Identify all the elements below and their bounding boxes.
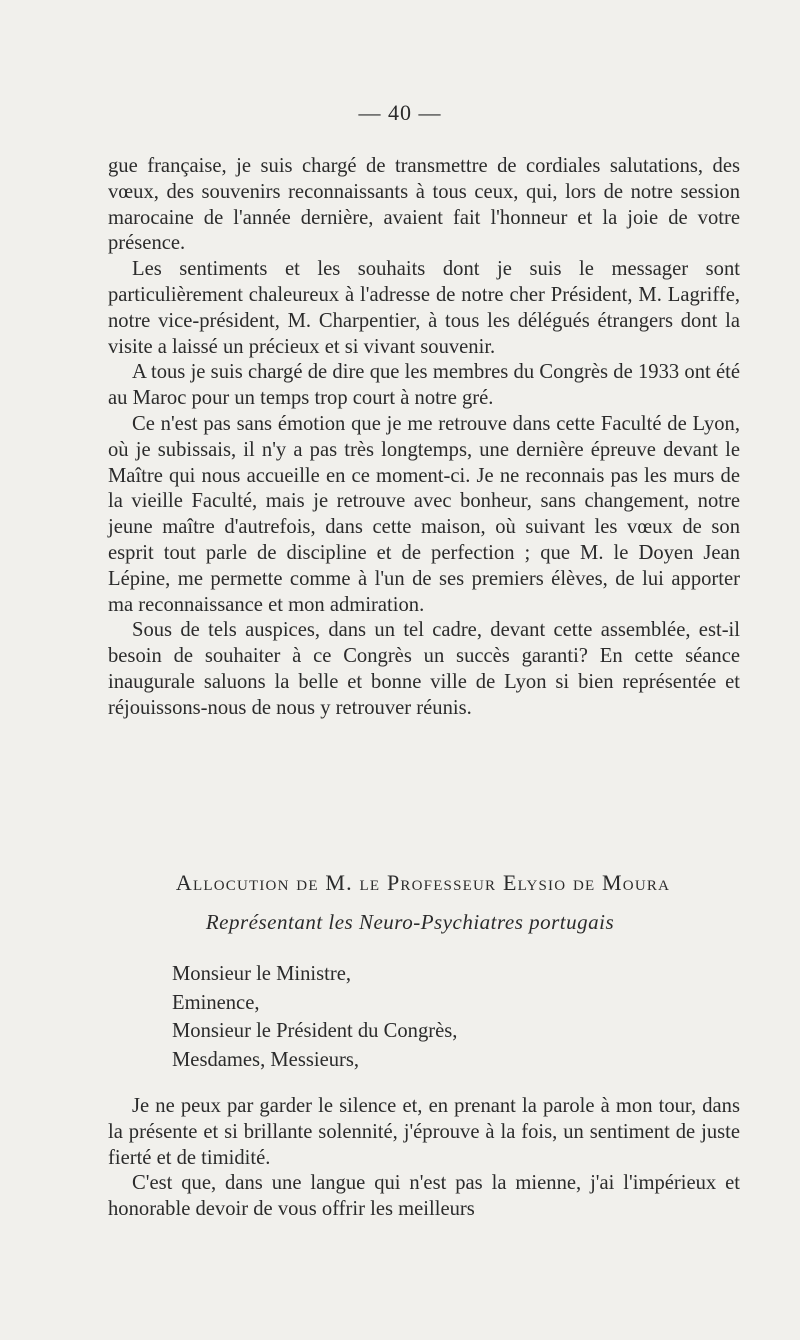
paragraph: A tous je suis chargé de dire que les membres du Congrès de 1933 ont été au Maroc pour un temps trop court à notre gré. xyxy=(108,361,740,410)
section-heading: Allocution de M. le Professeur Elysio de Moura xyxy=(175,870,671,895)
salutation-line: Mesdames, Messieurs, xyxy=(172,1048,360,1071)
paragraph: Je ne peux par garder le silence et, en prenant la parole à mon tour, dans la présente et si brillante solennité, j'éprouve à la fois, un sentiment de juste fierté et de timidité. xyxy=(108,1095,740,1169)
salutation-line: Monsieur le Ministre, xyxy=(172,963,352,985)
paragraph: C'est que, dans une langue qui n'est pas la mienne, j'ai l'impérieux et honorable devoir de vous offrir les meilleurs xyxy=(108,1172,740,1221)
salutation-line: Monsieur le Président du Congrès, xyxy=(172,1020,458,1042)
section-subheading: Représentant les Neuro-Psychiatres portugais xyxy=(205,910,615,934)
paragraph: gue française, je suis chargé de transmettre de cordiales salutations, des vœux, des souvenirs reconnaissants à tous ceux, qui, lors de notre session marocaine de l'année dernière, avaient fait l'honneur et la joie de votre présence. xyxy=(108,155,740,255)
continuation-text xyxy=(108,154,740,722)
salutation-line: Eminence, xyxy=(172,991,260,1014)
paragraph: Ce n'est pas sans émotion que je me retrouve dans cette Faculté de Lyon, où je subissais, il n'y a pas très longtemps, une dernière épreuve devant le Maître qui nous accueille en ce moment-ci. Je ne reconnais pas les murs de la vieille Faculté, mais je retrouve avec bonheur, sans changement, notre jeune maître d'autrefois, dans cette maison, où suivant les vœux de son esprit tout parle de discipline et de perfection ; que M. le Doyen Jean Lépine, me permette comme à l'un de ses premiers élèves, de lui apporter ma reconnaissance et mon admiration. xyxy=(108,412,740,616)
speech-text xyxy=(108,1094,740,1223)
paragraph: Sous de tels auspices, dans un tel cadre, devant cette assemblée, est-il besoin de souhaiter à ce Congrès un succès garanti? En cette séance inaugurale saluons la belle et bonne ville de Lyon si bien représentée et réjouissons-nous de nous y retrouver réunis. xyxy=(108,619,740,719)
page-number: — 40 — xyxy=(358,100,442,125)
salutation-list xyxy=(172,960,457,1074)
paragraph: Les sentiments et les souhaits dont je suis le messager sont particulièrement chaleureux à l'adresse de notre cher Président, M. Lagriffe, notre vice-président, M. Charpentier, à tous les délégués étrangers dont la visite a laissé un précieux et si vivant souvenir. xyxy=(108,258,740,358)
